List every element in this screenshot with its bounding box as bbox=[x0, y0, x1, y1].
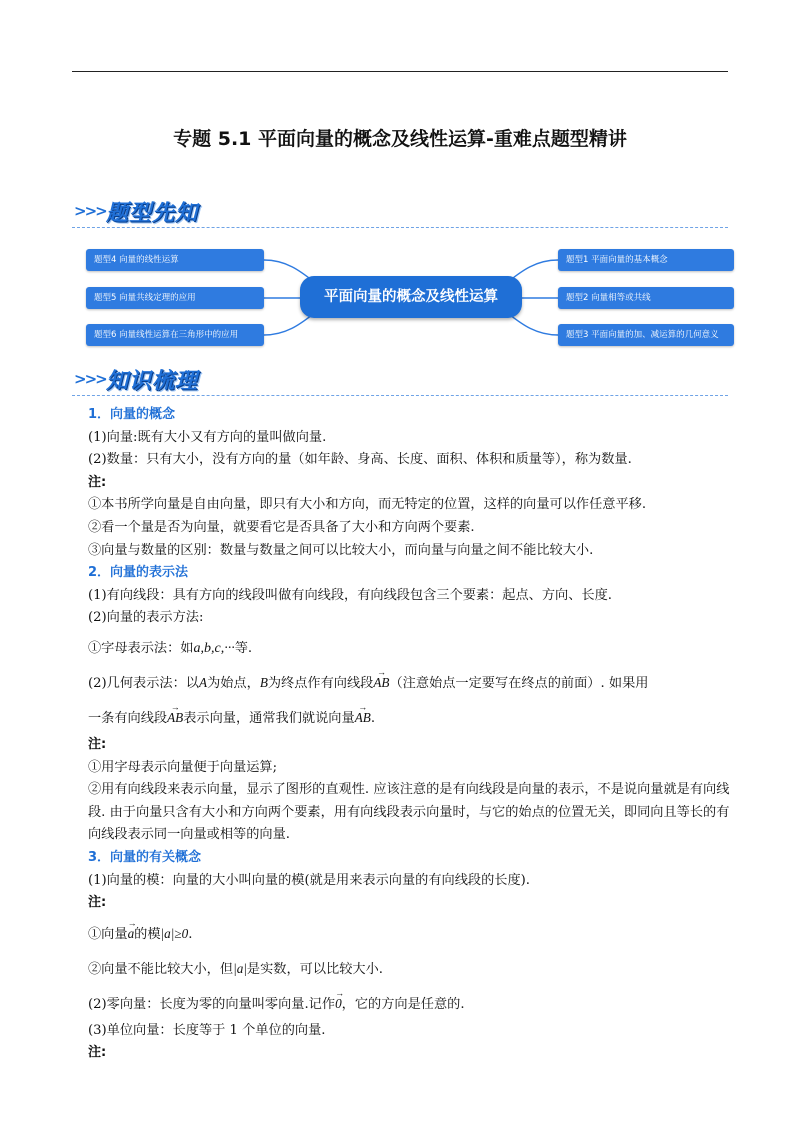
paragraph: (1)向量:既有大小又有方向的量叫做向量. bbox=[88, 429, 327, 445]
text: 为终点作有向线段 bbox=[267, 675, 374, 691]
paragraph bbox=[88, 985, 738, 1020]
text: ②向量不能比较大小，但 bbox=[88, 961, 234, 977]
math-variable: B bbox=[259, 674, 268, 690]
mindmap-node-topic3: 题型3 平面向量的加、减运算的几何意义 bbox=[558, 324, 734, 346]
text: . bbox=[188, 926, 193, 942]
paragraph bbox=[88, 630, 738, 664]
vector-symbol: → AB bbox=[373, 668, 389, 698]
section-heading: 2．向量的表示法 bbox=[88, 565, 189, 581]
banner-arrows: >>> bbox=[74, 202, 106, 220]
text: (2)零向量：长度为零的向量叫零向量.记作 bbox=[88, 996, 336, 1012]
paragraph bbox=[88, 915, 738, 950]
paragraph: ②看一个量是否为向量，就要看它是否具备了大小和方向两个要素. bbox=[88, 519, 475, 535]
content-body bbox=[88, 404, 738, 1065]
math-expression: |a|≥0 bbox=[160, 925, 189, 941]
mindmap-node-topic4: 题型4 向量的线性运算 bbox=[86, 249, 264, 271]
paragraph: ①本书所学向量是自由向量，即只有大小和方向，而无特定的位置，这样的向量可以作任意平移. bbox=[88, 497, 647, 513]
page-title: 专题 5.1 平面向量的概念及线性运算-重难点题型精讲 bbox=[173, 128, 627, 150]
text: 表示向量，通常我们就说向量 bbox=[183, 710, 355, 726]
mindmap-node-topic6: 题型6 向量线性运算在三角形中的应用 bbox=[86, 324, 264, 346]
paragraph: (2)向量的表示方法: bbox=[88, 610, 204, 626]
section-heading: 3．向量的有关概念 bbox=[88, 849, 202, 865]
vector-symbol: → AB bbox=[167, 703, 183, 733]
note-label: 注: bbox=[88, 895, 107, 911]
mindmap-center-node: 平面向量的概念及线性运算 bbox=[300, 276, 522, 318]
section-banner-knowledge bbox=[72, 364, 728, 398]
mindmap-node-topic1: 题型1 平面向量的基本概念 bbox=[558, 249, 734, 271]
note-label: 注: bbox=[88, 736, 107, 752]
top-rule bbox=[72, 71, 728, 72]
mindmap bbox=[86, 246, 736, 350]
text: （注意始点一定要写在终点的前面）. 如果用 bbox=[389, 675, 649, 691]
paragraph: (3)单位向量：长度等于 1 个单位的向量. bbox=[88, 1022, 326, 1038]
text: 等. bbox=[234, 640, 253, 656]
text: 为始点， bbox=[207, 675, 260, 691]
text: ①向量 bbox=[88, 926, 128, 942]
text: (2)几何表示法：以 bbox=[88, 675, 199, 691]
math-variable: A bbox=[199, 674, 208, 690]
note-label: 注: bbox=[88, 1045, 107, 1061]
text: 一条有向线段 bbox=[88, 710, 168, 726]
paragraph bbox=[88, 664, 738, 699]
dashed-divider bbox=[72, 227, 728, 228]
math-expression: |a| bbox=[233, 960, 247, 976]
vector-symbol: → 0 bbox=[335, 989, 342, 1019]
paragraph: ③向量与数量的区别：数量与数量之间可以比较大小，而向量与向量之间不能比较大小. bbox=[88, 542, 594, 558]
math-expression: a,b,c,··· bbox=[193, 640, 235, 656]
banner-title: 知识梳理 bbox=[106, 369, 199, 394]
mindmap-node-topic5: 题型5 向量共线定理的应用 bbox=[86, 287, 264, 309]
note-label: 注: bbox=[88, 474, 107, 490]
text: ，它的方向是任意的. bbox=[341, 996, 465, 1012]
text: . bbox=[370, 710, 376, 726]
paragraph: ②用有向线段来表示向量，显示了图形的直观性. 应该注意的是有向线段是向量的表示，不是说向量就是有向线段. 由于向量只含有大小和方向两个要素，用有向线段表示向量时，与它的始点的位置无关，即同向且等长的有向线段表示同一向量或相等的向量. bbox=[88, 782, 730, 843]
banner-title: 题型先知 bbox=[106, 201, 199, 226]
paragraph: (1)有向线段：具有方向的线段叫做有向线段，有向线段包含三个要素：起点、方向、长度. bbox=[88, 587, 612, 603]
paragraph: (1)向量的模：向量的大小叫向量的模(就是用来表示向量的有向线段的长度). bbox=[88, 872, 530, 888]
paragraph bbox=[88, 699, 738, 734]
text: ①字母表示法：如 bbox=[88, 640, 194, 656]
paragraph: ①用字母表示向量便于向量运算; bbox=[88, 759, 278, 775]
text: 是实数，可以比较大小. bbox=[246, 961, 383, 977]
vector-symbol: → a bbox=[128, 919, 135, 949]
section-heading: 1．向量的概念 bbox=[88, 407, 176, 422]
dashed-divider bbox=[72, 395, 728, 396]
section-banner-preview bbox=[72, 196, 728, 230]
vector-symbol: → AB bbox=[355, 703, 371, 733]
paragraph bbox=[88, 950, 738, 985]
banner-arrows: >>> bbox=[74, 370, 106, 388]
text: 的模 bbox=[134, 926, 161, 942]
mindmap-node-topic2: 题型2 向量相等或共线 bbox=[558, 287, 734, 309]
paragraph: (2)数量：只有大小，没有方向的量（如年龄、身高、长度、面积、体积和质量等），称为数量. bbox=[88, 452, 632, 468]
